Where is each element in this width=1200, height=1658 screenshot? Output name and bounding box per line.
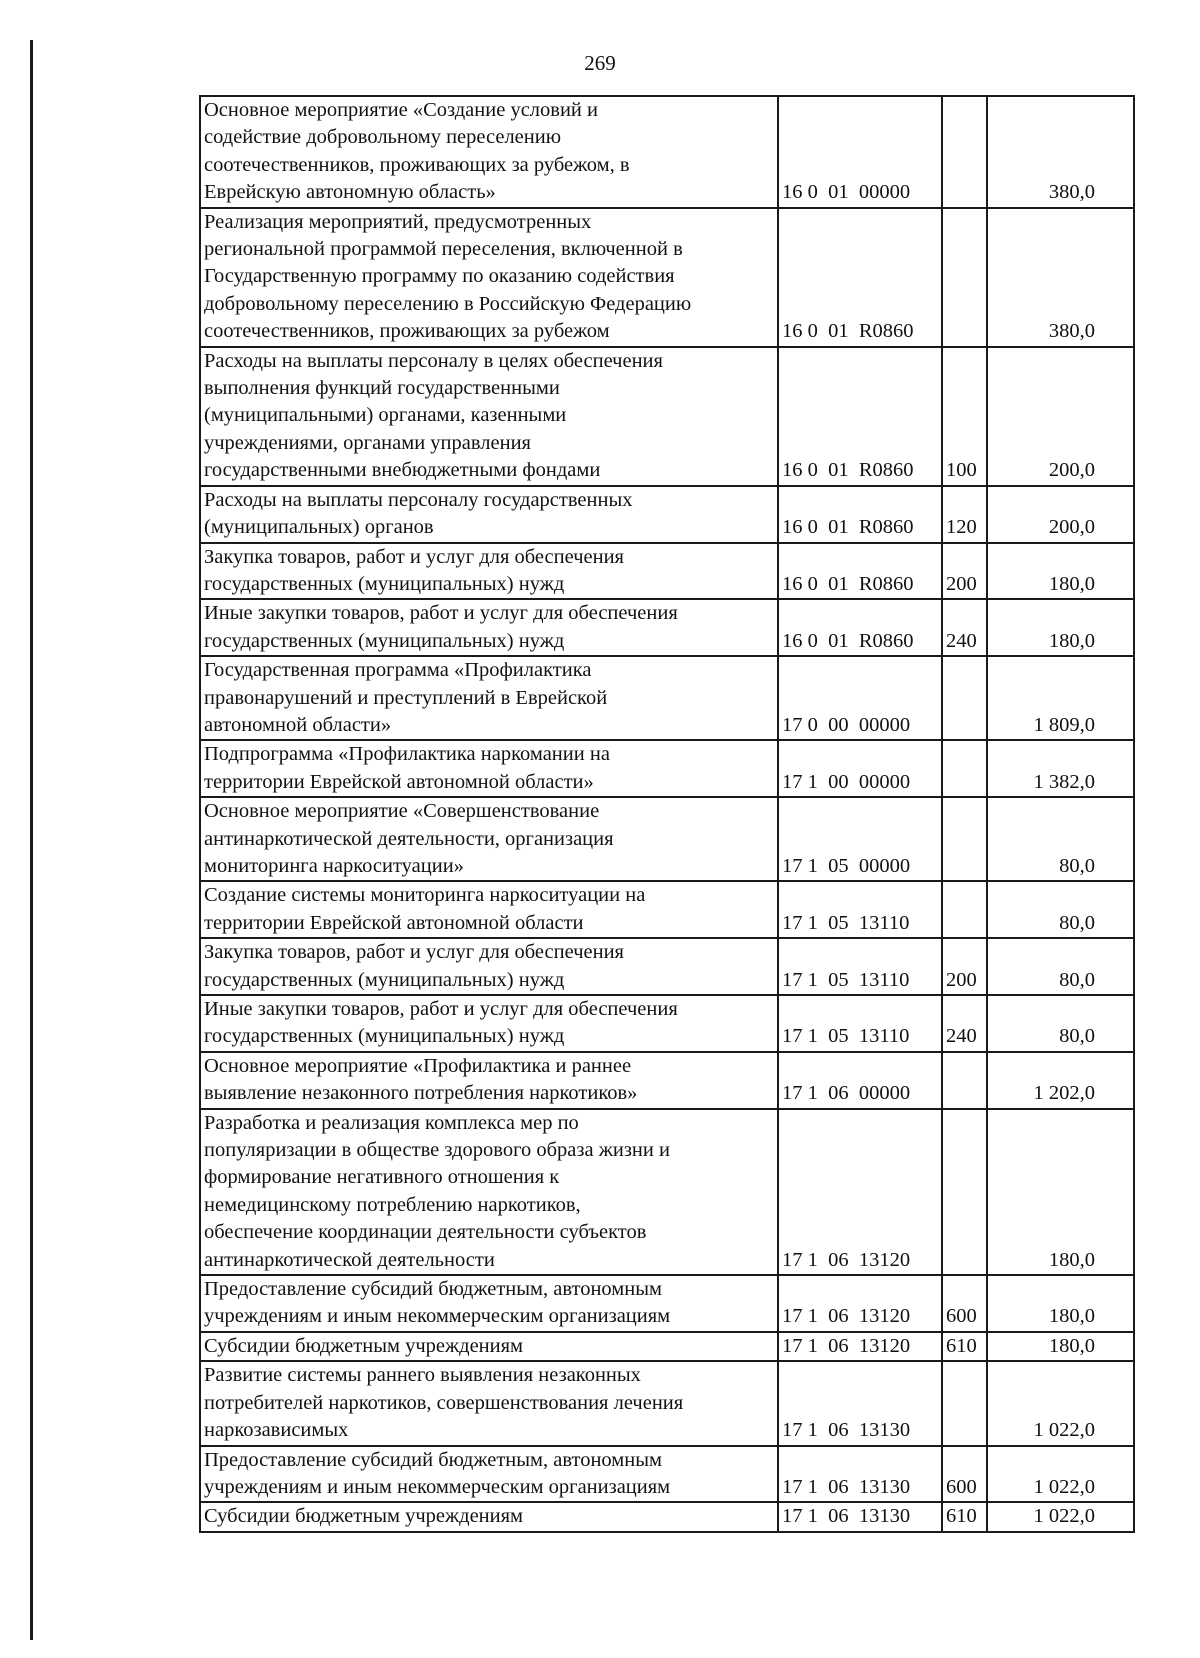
row-name-line: содействие добровольному переселению xyxy=(204,126,562,149)
table-row xyxy=(200,1275,1134,1332)
row-expense-type xyxy=(942,740,987,797)
row-name xyxy=(200,1275,778,1332)
scan-margin-line xyxy=(30,40,33,1640)
row-name-line: потребителей наркотиков, совершенствования лечения xyxy=(204,1391,684,1414)
table-row xyxy=(200,1109,1134,1275)
row-name-line: территории Еврейской автономной области xyxy=(204,911,584,934)
row-name-line: Создание системы мониторинга наркоситуации на xyxy=(204,884,646,907)
row-sum: 180,0 xyxy=(987,1332,1134,1361)
row-name-line: формирование негативного отношения к xyxy=(204,1166,560,1189)
row-expense-type: 200 xyxy=(942,543,987,600)
row-name xyxy=(200,1361,778,1445)
table-row xyxy=(200,1361,1134,1445)
row-name-line: Основное мероприятие «Профилактика и раннее xyxy=(204,1054,632,1077)
row-name-line: Субсидии бюджетным учреждениям xyxy=(204,1505,524,1528)
row-sum: 80,0 xyxy=(987,938,1134,995)
row-expense-type xyxy=(942,1052,987,1109)
row-name-line: региональной программой переселения, включенной в xyxy=(204,238,683,261)
row-name-line: автономной области» xyxy=(204,713,392,736)
row-code: 17 1 06 13130 xyxy=(778,1361,942,1445)
row-name-line: Расходы на выплаты персоналу в целях обеспечения xyxy=(204,349,663,372)
table-row xyxy=(200,797,1134,881)
row-name-line: Субсидии бюджетным учреждениям xyxy=(204,1334,524,1357)
table-row xyxy=(200,656,1134,740)
row-name xyxy=(200,938,778,995)
row-expense-type: 610 xyxy=(942,1332,987,1361)
row-name-line: (муниципальных) органов xyxy=(204,516,434,539)
row-name-line: соотечественников, проживающих за рубежом, в xyxy=(204,153,630,176)
row-expense-type: 240 xyxy=(942,599,987,656)
row-name-line: Еврейскую автономную область» xyxy=(204,181,496,204)
row-code: 16 0 01 R0860 xyxy=(778,486,942,543)
table-row xyxy=(200,599,1134,656)
row-code: 17 1 06 13120 xyxy=(778,1332,942,1361)
row-code: 17 0 00 00000 xyxy=(778,656,942,740)
row-name-line: учреждениям и иным некоммерческим организациям xyxy=(204,1305,671,1328)
table-row xyxy=(200,347,1134,486)
row-name-line: Развитие системы раннего выявления незаконных xyxy=(204,1364,641,1387)
row-name xyxy=(200,656,778,740)
row-name xyxy=(200,208,778,347)
table-row xyxy=(200,1446,1134,1503)
row-name-line: учреждениям и иным некоммерческим организациям xyxy=(204,1475,671,1498)
table-row xyxy=(200,881,1134,938)
row-sum: 1 022,0 xyxy=(987,1502,1134,1531)
row-sum: 180,0 xyxy=(987,1109,1134,1275)
row-expense-type: 100 xyxy=(942,347,987,486)
row-name-line: мониторинга наркоситуации» xyxy=(204,854,464,877)
row-name-line: Реализация мероприятий, предусмотренных xyxy=(204,210,592,233)
row-name-line: Иные закупки товаров, работ и услуг для обеспечения xyxy=(204,998,678,1020)
row-expense-type xyxy=(942,797,987,881)
row-name-line: обеспечение координации деятельности субъектов xyxy=(204,1221,647,1244)
row-expense-type xyxy=(942,656,987,740)
row-name-line: немедицинскому потреблению наркотиков, xyxy=(204,1193,581,1216)
row-name xyxy=(200,740,778,797)
row-expense-type: 610 xyxy=(942,1502,987,1531)
row-sum: 180,0 xyxy=(987,543,1134,600)
row-code: 17 1 06 00000 xyxy=(778,1052,942,1109)
row-name-line: правонарушений и преступлений в Еврейской xyxy=(204,686,608,709)
table-row xyxy=(200,1332,1134,1361)
row-name-line: Государственная программа «Профилактика xyxy=(204,659,592,682)
table-row xyxy=(200,486,1134,543)
table-row xyxy=(200,208,1134,347)
budget-table xyxy=(199,95,1135,1533)
row-name-line: антинаркотической деятельности, организация xyxy=(204,827,614,850)
table-row xyxy=(200,995,1134,1052)
row-sum: 1 202,0 xyxy=(987,1052,1134,1109)
row-name-line: Государственную программу по оказанию содействия xyxy=(204,265,675,288)
row-expense-type xyxy=(942,96,987,208)
row-code: 17 1 05 13110 xyxy=(778,881,942,938)
row-code: 17 1 06 13120 xyxy=(778,1109,942,1275)
row-sum: 200,0 xyxy=(987,347,1134,486)
row-name-line: выявление незаконного потребления наркотиков» xyxy=(204,1082,638,1105)
row-sum: 380,0 xyxy=(987,208,1134,347)
row-name xyxy=(200,96,778,208)
row-expense-type: 200 xyxy=(942,938,987,995)
row-name xyxy=(200,347,778,486)
row-name xyxy=(200,1109,778,1275)
row-name-line: государственных (муниципальных) нужд xyxy=(204,968,565,991)
table-row xyxy=(200,938,1134,995)
row-sum: 180,0 xyxy=(987,1275,1134,1332)
row-name xyxy=(200,486,778,543)
row-name-line: популяризации в обществе здорового образа жизни и xyxy=(204,1139,670,1162)
row-code: 17 1 05 00000 xyxy=(778,797,942,881)
row-name-line: выполнения функций государственными xyxy=(204,377,560,400)
row-expense-type: 600 xyxy=(942,1275,987,1332)
row-code: 16 0 01 R0860 xyxy=(778,347,942,486)
row-code: 17 1 06 13130 xyxy=(778,1502,942,1531)
page-number: 269 xyxy=(584,51,616,75)
row-name xyxy=(200,797,778,881)
row-sum: 380,0 xyxy=(987,96,1134,208)
budget-table-body xyxy=(200,96,1134,1532)
row-code: 16 0 01 R0860 xyxy=(778,599,942,656)
row-name-line: соотечественников, проживающих за рубежом xyxy=(204,320,610,343)
row-name-line: наркозависимых xyxy=(204,1419,349,1442)
row-name xyxy=(200,543,778,600)
row-name-line: государственных (муниципальных) нужд xyxy=(204,572,565,595)
row-sum: 80,0 xyxy=(987,881,1134,938)
row-name-line: Основное мероприятие «Совершенствование xyxy=(204,800,600,823)
row-sum: 1 809,0 xyxy=(987,656,1134,740)
row-name-line: территории Еврейской автономной области» xyxy=(204,770,594,793)
row-sum: 1 382,0 xyxy=(987,740,1134,797)
row-name-line: Подпрограмма «Профилактика наркомании на xyxy=(204,743,610,766)
row-sum: 80,0 xyxy=(987,995,1134,1052)
row-name-line: антинаркотической деятельности xyxy=(204,1248,495,1271)
row-name xyxy=(200,1052,778,1109)
table-row xyxy=(200,1502,1134,1531)
row-name xyxy=(200,995,778,1052)
row-expense-type: 120 xyxy=(942,486,987,543)
row-sum: 1 022,0 xyxy=(987,1361,1134,1445)
row-name-line: Закупка товаров, работ и услуг для обеспечения xyxy=(204,941,624,964)
row-name xyxy=(200,599,778,656)
row-name-line: добровольному переселению в Российскую Федерацию xyxy=(204,292,692,315)
row-code: 16 0 01 R0860 xyxy=(778,208,942,347)
row-code: 17 1 05 13110 xyxy=(778,995,942,1052)
row-name-line: государственными внебюджетными фондами xyxy=(204,459,601,482)
row-name-line: Закупка товаров, работ и услуг для обеспечения xyxy=(204,545,624,568)
row-name-line: Предоставление субсидий бюджетным, автономным xyxy=(204,1448,662,1471)
row-expense-type xyxy=(942,881,987,938)
row-name-line: Предоставление субсидий бюджетным, автономным xyxy=(204,1278,662,1301)
row-name-line: государственных (муниципальных) нужд xyxy=(204,629,565,652)
row-name-line: учреждениями, органами управления xyxy=(204,431,531,454)
table-row xyxy=(200,1052,1134,1109)
table-row xyxy=(200,96,1134,208)
row-expense-type: 240 xyxy=(942,995,987,1052)
row-code: 17 1 05 13110 xyxy=(778,938,942,995)
table-row xyxy=(200,543,1134,600)
row-code: 17 1 06 13120 xyxy=(778,1275,942,1332)
table-row xyxy=(200,740,1134,797)
row-expense-type xyxy=(942,1361,987,1445)
row-name xyxy=(200,1446,778,1503)
row-expense-type xyxy=(942,1109,987,1275)
row-name-line: Расходы на выплаты персоналу государственных xyxy=(204,488,633,511)
row-expense-type xyxy=(942,208,987,347)
row-sum: 80,0 xyxy=(987,797,1134,881)
row-code: 16 0 01 00000 xyxy=(778,96,942,208)
row-code: 17 1 06 13130 xyxy=(778,1446,942,1503)
row-name xyxy=(200,881,778,938)
row-name-line: (муниципальными) органами, казенными xyxy=(204,404,567,427)
row-sum: 1 022,0 xyxy=(987,1446,1134,1503)
row-name xyxy=(200,1332,778,1361)
row-expense-type: 600 xyxy=(942,1446,987,1503)
row-sum: 200,0 xyxy=(987,486,1134,543)
row-code: 16 0 01 R0860 xyxy=(778,543,942,600)
row-name-line: государственных (муниципальных) нужд xyxy=(204,1025,565,1048)
row-sum: 180,0 xyxy=(987,599,1134,656)
row-name-line: Основное мероприятие «Создание условий и xyxy=(204,99,598,121)
row-code: 17 1 00 00000 xyxy=(778,740,942,797)
row-name-line: Иные закупки товаров, работ и услуг для обеспечения xyxy=(204,602,678,625)
row-name-line: Разработка и реализация комплекса мер по xyxy=(204,1111,579,1134)
row-name xyxy=(200,1502,778,1531)
